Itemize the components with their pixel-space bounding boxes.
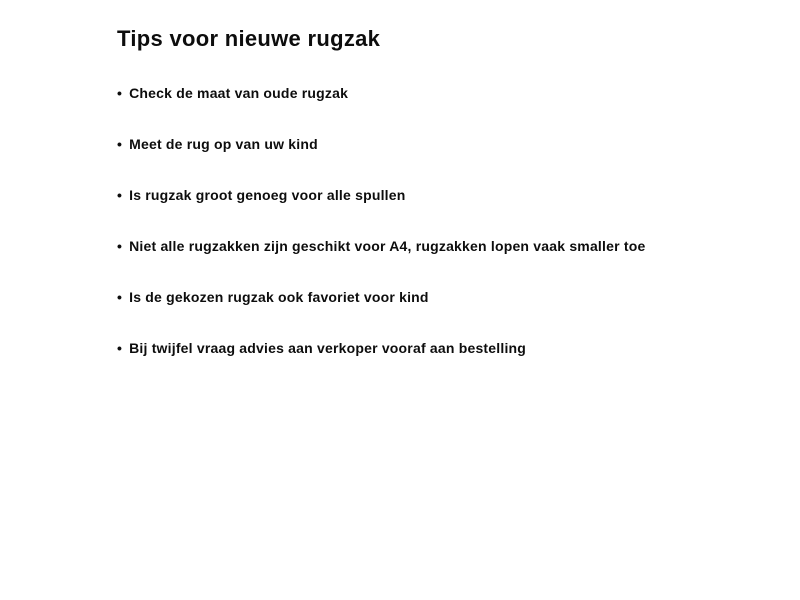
bullet-item: [117, 237, 645, 255]
bullet-text: Meet de rug op van uw kind: [129, 136, 318, 152]
bullet-marker-icon: •: [117, 340, 123, 356]
bullet-marker-icon: •: [117, 238, 123, 254]
bullet-text: Niet alle rugzakken zijn geschikt voor A4, rugzakken lopen vaak smaller toe: [129, 238, 646, 254]
bullet-item: [117, 339, 645, 357]
bullet-marker-icon: •: [117, 187, 123, 203]
slide-title: Tips voor nieuwe rugzak: [117, 26, 381, 51]
bullet-text: Check de maat van oude rugzak: [129, 85, 349, 101]
bullet-text: Is de gekozen rugzak ook favoriet voor kind: [129, 289, 429, 305]
bullet-text: Is rugzak groot genoeg voor alle spullen: [129, 187, 406, 203]
bullet-marker-icon: •: [117, 136, 123, 152]
bullet-item: [117, 135, 645, 153]
bullet-text: Bij twijfel vraag advies aan verkoper vooraf aan bestelling: [129, 340, 527, 356]
bullet-item: [117, 288, 645, 306]
bullet-item: [117, 84, 645, 102]
bullet-marker-icon: •: [117, 85, 123, 101]
bullet-marker-icon: •: [117, 289, 123, 305]
bullet-item: [117, 186, 645, 204]
bullet-list: [117, 84, 645, 390]
